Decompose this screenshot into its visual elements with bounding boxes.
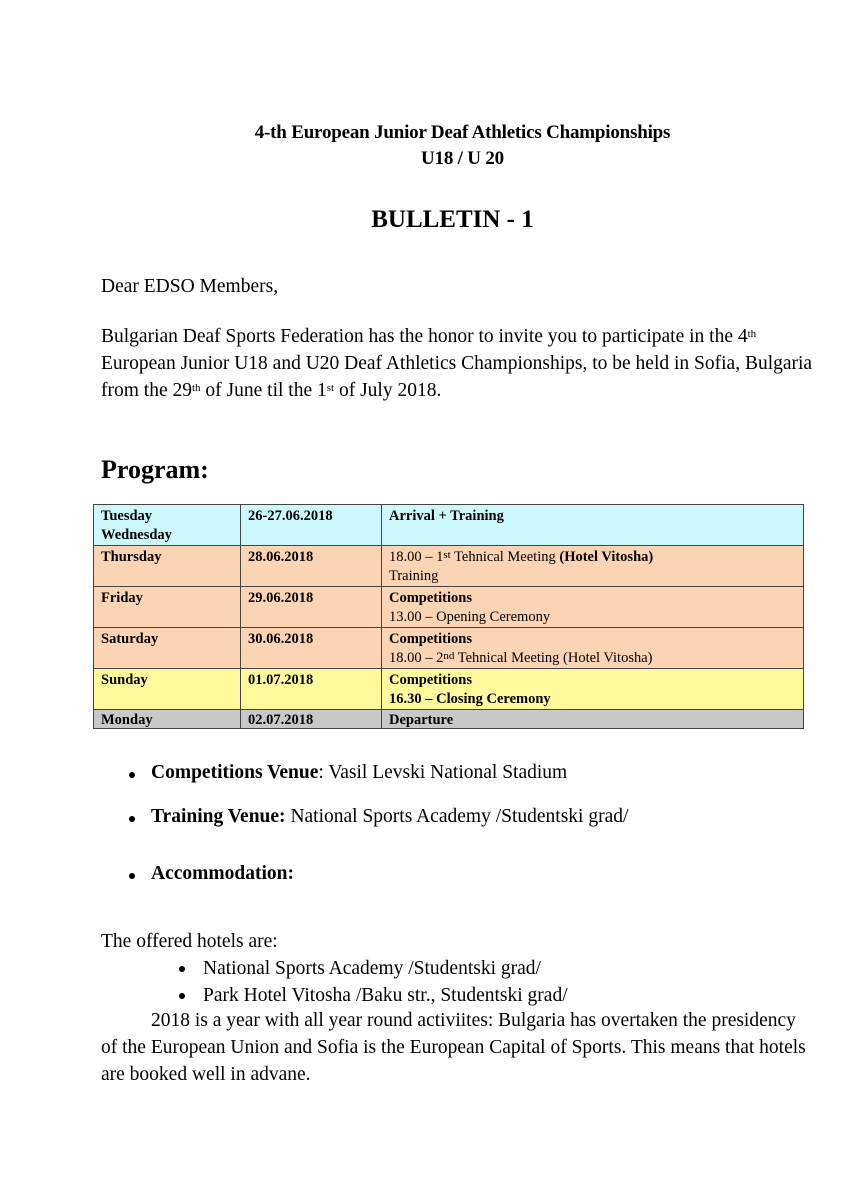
table-row xyxy=(94,710,804,729)
day-label: Wednesday xyxy=(101,527,172,543)
day-cell: Monday xyxy=(94,710,241,729)
event-text: 13.00 – Opening Ceremony xyxy=(389,609,551,625)
event-text: Tehnical Meeting xyxy=(450,549,560,565)
table-row xyxy=(94,669,804,710)
list-item: National Sports Academy /Studentski grad/ xyxy=(101,955,568,982)
event-sup: st xyxy=(443,549,451,561)
table-row xyxy=(94,628,804,669)
venue-list xyxy=(101,762,628,885)
event-title: Competitions xyxy=(389,590,472,606)
intro-sup-2: th xyxy=(191,382,201,394)
intro-text-3: of June til the 1 xyxy=(200,380,327,401)
event-sup: nd xyxy=(443,650,455,662)
event-cell xyxy=(382,628,804,669)
hotel-list xyxy=(101,955,568,1009)
event-location: (Hotel Vitosha) xyxy=(559,549,654,565)
competitions-venue-label: Competitions Venue xyxy=(151,762,319,783)
offered-hotels-text: The offered hotels are: xyxy=(101,931,278,952)
accommodation-label: Accommodation: xyxy=(151,863,294,884)
event-cell: Departure xyxy=(382,710,804,729)
intro-paragraph xyxy=(101,323,821,404)
competitions-venue-value: : Vasil Levski National Stadium xyxy=(318,762,568,783)
greeting: Dear EDSO Members, xyxy=(101,276,279,297)
intro-text-1: Bulgarian Deaf Sports Federation has the honor to invite you to participate in the 4 xyxy=(101,326,748,347)
date-cell: 30.06.2018 xyxy=(241,628,382,669)
event-text: 18.00 – 2 xyxy=(389,650,444,666)
event-text: 16.30 – Closing Ceremony xyxy=(389,691,551,707)
event-cell xyxy=(382,546,804,587)
event-text: 18.00 – 1 xyxy=(389,549,444,565)
document-title: 4-th European Junior Deaf Athletics Championships xyxy=(254,122,671,143)
event-title: Competitions xyxy=(389,672,472,688)
list-item xyxy=(101,762,628,784)
date-cell: 29.06.2018 xyxy=(241,587,382,628)
event-text: Tehnical Meeting (Hotel Vitosha) xyxy=(454,650,653,666)
day-cell: Friday xyxy=(94,587,241,628)
day-cell: Sunday xyxy=(94,669,241,710)
event-cell: Arrival + Training xyxy=(382,505,804,546)
bulletin-heading: BULLETIN - 1 xyxy=(371,206,534,233)
program-heading: Program: xyxy=(101,455,209,484)
program-table xyxy=(93,504,804,729)
list-item xyxy=(101,863,628,885)
table-row xyxy=(94,587,804,628)
table-row xyxy=(94,505,804,546)
intro-sup-3: st xyxy=(326,382,335,394)
event-cell xyxy=(382,587,804,628)
date-cell: 01.07.2018 xyxy=(241,669,382,710)
date-cell: 26-27.06.2018 xyxy=(241,505,382,546)
document-subtitle: U18 / U 20 xyxy=(421,148,504,169)
closing-paragraph: 2018 is a year with all year round activiites: Bulgaria has overtaken the presidency of the European Union and Sofia is the European Capital of Sports. This means that hotels are booked well in advane. xyxy=(101,1010,806,1085)
event-cell xyxy=(382,669,804,710)
day-cell: Saturday xyxy=(94,628,241,669)
day-label: Tuesday xyxy=(101,508,153,524)
intro-sup-1: th xyxy=(747,328,757,340)
list-item: Park Hotel Vitosha /Baku str., Studentski grad/ xyxy=(101,982,568,1009)
event-text: Training xyxy=(389,568,439,584)
training-venue-label: Training Venue: xyxy=(151,806,286,827)
list-item xyxy=(101,806,628,828)
date-cell: 28.06.2018 xyxy=(241,546,382,587)
day-cell: Thursday xyxy=(94,546,241,587)
event-title: Competitions xyxy=(389,631,472,647)
date-cell: 02.07.2018 xyxy=(241,710,382,729)
table-row xyxy=(94,546,804,587)
day-cell xyxy=(94,505,241,546)
intro-text-2: European Junior U18 and U20 Deaf Athletics Championships, to be held in Sofia, Bulgaria from the 29 xyxy=(101,353,813,401)
intro-text-4: of July 2018. xyxy=(334,380,442,401)
training-venue-value: National Sports Academy /Studentski grad/ xyxy=(285,806,629,827)
